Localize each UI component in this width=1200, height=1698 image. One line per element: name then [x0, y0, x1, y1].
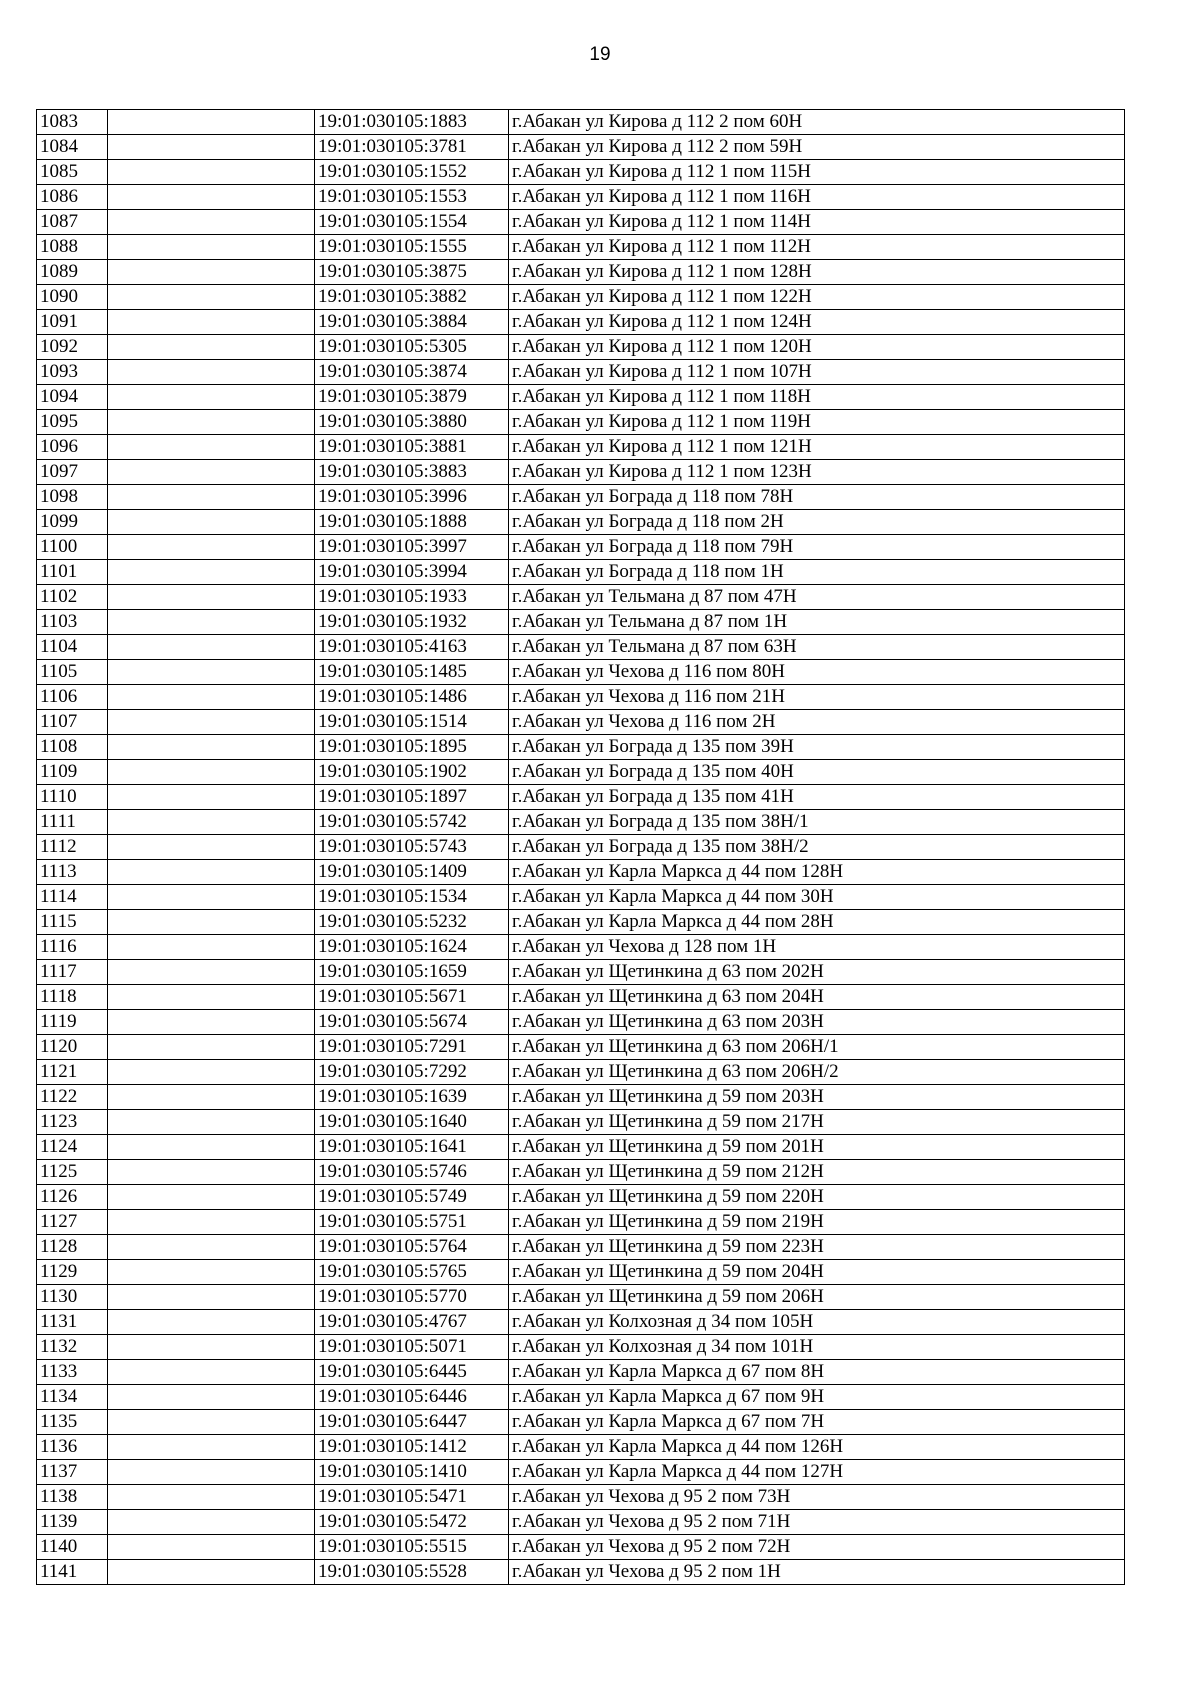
cadastral-number-cell: 19:01:030105:3874	[315, 360, 509, 385]
empty-cell	[108, 1285, 315, 1310]
table-row	[37, 485, 1125, 510]
address-cell: г.Абакан ул Бограда д 135 пом 39Н	[509, 735, 1125, 760]
row-number-cell: 1086	[37, 185, 108, 210]
cadastral-number-cell: 19:01:030105:5674	[315, 1010, 509, 1035]
cadastral-number-cell: 19:01:030105:1641	[315, 1135, 509, 1160]
row-number-cell: 1123	[37, 1110, 108, 1135]
empty-cell	[108, 1335, 315, 1360]
address-cell: г.Абакан ул Кирова д 112 1 пом 120Н	[509, 335, 1125, 360]
table-row	[37, 635, 1125, 660]
cadastral-number-cell: 19:01:030105:5749	[315, 1185, 509, 1210]
row-number-cell: 1119	[37, 1010, 108, 1035]
row-number-cell: 1134	[37, 1385, 108, 1410]
row-number-cell: 1139	[37, 1510, 108, 1535]
address-cell: г.Абакан ул Карла Маркса д 44 пом 126Н	[509, 1435, 1125, 1460]
row-number-cell: 1091	[37, 310, 108, 335]
table-row	[37, 210, 1125, 235]
table-row	[37, 710, 1125, 735]
empty-cell	[108, 460, 315, 485]
cadastral-number-cell: 19:01:030105:3882	[315, 285, 509, 310]
address-cell: г.Абакан ул Карла Маркса д 67 пом 7Н	[509, 1410, 1125, 1435]
table-row	[37, 1035, 1125, 1060]
cadastral-number-cell: 19:01:030105:1932	[315, 610, 509, 635]
row-number-cell: 1130	[37, 1285, 108, 1310]
address-cell: г.Абакан ул Чехова д 128 пом 1Н	[509, 935, 1125, 960]
cadastral-number-cell: 19:01:030105:6446	[315, 1385, 509, 1410]
address-cell: г.Абакан ул Кирова д 112 1 пом 124Н	[509, 310, 1125, 335]
empty-cell	[108, 510, 315, 535]
address-cell: г.Абакан ул Кирова д 112 1 пом 122Н	[509, 285, 1125, 310]
address-cell: г.Абакан ул Кирова д 112 2 пом 59Н	[509, 135, 1125, 160]
empty-cell	[108, 1435, 315, 1460]
cadastral-number-cell: 19:01:030105:5471	[315, 1485, 509, 1510]
empty-cell	[108, 360, 315, 385]
address-cell: г.Абакан ул Кирова д 112 2 пом 60Н	[509, 110, 1125, 135]
cadastral-number-cell: 19:01:030105:3996	[315, 485, 509, 510]
cadastral-number-cell: 19:01:030105:5746	[315, 1160, 509, 1185]
row-number-cell: 1094	[37, 385, 108, 410]
empty-cell	[108, 985, 315, 1010]
empty-cell	[108, 1210, 315, 1235]
empty-cell	[108, 635, 315, 660]
table-row	[37, 1510, 1125, 1535]
empty-cell	[108, 910, 315, 935]
row-number-cell: 1113	[37, 860, 108, 885]
address-cell: г.Абакан ул Карла Маркса д 44 пом 28Н	[509, 910, 1125, 935]
empty-cell	[108, 385, 315, 410]
cadastral-number-cell: 19:01:030105:3879	[315, 385, 509, 410]
property-registry-table	[36, 109, 1125, 1585]
empty-cell	[108, 1410, 315, 1435]
table-row	[37, 1535, 1125, 1560]
address-cell: г.Абакан ул Карла Маркса д 44 пом 128Н	[509, 860, 1125, 885]
table-row	[37, 910, 1125, 935]
cadastral-number-cell: 19:01:030105:3880	[315, 410, 509, 435]
address-cell: г.Абакан ул Тельмана д 87 пом 63Н	[509, 635, 1125, 660]
address-cell: г.Абакан ул Кирова д 112 1 пом 116Н	[509, 185, 1125, 210]
cadastral-number-cell: 19:01:030105:5232	[315, 910, 509, 935]
empty-cell	[108, 1185, 315, 1210]
empty-cell	[108, 885, 315, 910]
row-number-cell: 1095	[37, 410, 108, 435]
cadastral-number-cell: 19:01:030105:5472	[315, 1510, 509, 1535]
address-cell: г.Абакан ул Щетинкина д 59 пом 201Н	[509, 1135, 1125, 1160]
table-row	[37, 1135, 1125, 1160]
row-number-cell: 1105	[37, 660, 108, 685]
cadastral-number-cell: 19:01:030105:3884	[315, 310, 509, 335]
row-number-cell: 1116	[37, 935, 108, 960]
cadastral-number-cell: 19:01:030105:1553	[315, 185, 509, 210]
row-number-cell: 1099	[37, 510, 108, 535]
row-number-cell: 1089	[37, 260, 108, 285]
table-row	[37, 1435, 1125, 1460]
empty-cell	[108, 185, 315, 210]
cadastral-number-cell: 19:01:030105:5770	[315, 1285, 509, 1310]
address-cell: г.Абакан ул Бограда д 118 пом 1Н	[509, 560, 1125, 585]
cadastral-number-cell: 19:01:030105:1534	[315, 885, 509, 910]
row-number-cell: 1126	[37, 1185, 108, 1210]
row-number-cell: 1128	[37, 1235, 108, 1260]
empty-cell	[108, 135, 315, 160]
cadastral-number-cell: 19:01:030105:1888	[315, 510, 509, 535]
cadastral-number-cell: 19:01:030105:3881	[315, 435, 509, 460]
empty-cell	[108, 1160, 315, 1185]
cadastral-number-cell: 19:01:030105:7292	[315, 1060, 509, 1085]
table-row	[37, 960, 1125, 985]
table-row	[37, 1460, 1125, 1485]
table-row	[37, 1060, 1125, 1085]
empty-cell	[108, 1485, 315, 1510]
empty-cell	[108, 935, 315, 960]
cadastral-number-cell: 19:01:030105:3997	[315, 535, 509, 560]
address-cell: г.Абакан ул Щетинкина д 59 пом 217Н	[509, 1110, 1125, 1135]
address-cell: г.Абакан ул Чехова д 116 пом 2Н	[509, 710, 1125, 735]
cadastral-number-cell: 19:01:030105:1410	[315, 1460, 509, 1485]
address-cell: г.Абакан ул Кирова д 112 1 пом 121Н	[509, 435, 1125, 460]
row-number-cell: 1096	[37, 435, 108, 460]
table-row	[37, 885, 1125, 910]
empty-cell	[108, 160, 315, 185]
cadastral-number-cell: 19:01:030105:1639	[315, 1085, 509, 1110]
empty-cell	[108, 1535, 315, 1560]
empty-cell	[108, 1010, 315, 1035]
empty-cell	[108, 560, 315, 585]
table-row	[37, 160, 1125, 185]
row-number-cell: 1136	[37, 1435, 108, 1460]
row-number-cell: 1117	[37, 960, 108, 985]
row-number-cell: 1104	[37, 635, 108, 660]
row-number-cell: 1109	[37, 760, 108, 785]
address-cell: г.Абакан ул Карла Маркса д 44 пом 127Н	[509, 1460, 1125, 1485]
cadastral-number-cell: 19:01:030105:1514	[315, 710, 509, 735]
table-row	[37, 1560, 1125, 1585]
address-cell: г.Абакан ул Бограда д 118 пом 2Н	[509, 510, 1125, 535]
table-row	[37, 1010, 1125, 1035]
row-number-cell: 1141	[37, 1560, 108, 1585]
empty-cell	[108, 260, 315, 285]
row-number-cell: 1125	[37, 1160, 108, 1185]
cadastral-number-cell: 19:01:030105:1883	[315, 110, 509, 135]
cadastral-number-cell: 19:01:030105:6447	[315, 1410, 509, 1435]
table-row	[37, 1385, 1125, 1410]
cadastral-number-cell: 19:01:030105:3781	[315, 135, 509, 160]
address-cell: г.Абакан ул Щетинкина д 59 пом 223Н	[509, 1235, 1125, 1260]
table-row	[37, 335, 1125, 360]
address-cell: г.Абакан ул Щетинкина д 59 пом 212Н	[509, 1160, 1125, 1185]
address-cell: г.Абакан ул Щетинкина д 59 пом 204Н	[509, 1260, 1125, 1285]
address-cell: г.Абакан ул Кирова д 112 1 пом 123Н	[509, 460, 1125, 485]
table-row	[37, 460, 1125, 485]
address-cell: г.Абакан ул Щетинкина д 59 пом 206Н	[509, 1285, 1125, 1310]
table-row	[37, 585, 1125, 610]
empty-cell	[108, 110, 315, 135]
empty-cell	[108, 410, 315, 435]
row-number-cell: 1118	[37, 985, 108, 1010]
empty-cell	[108, 485, 315, 510]
address-cell: г.Абакан ул Щетинкина д 63 пом 206Н/2	[509, 1060, 1125, 1085]
row-number-cell: 1084	[37, 135, 108, 160]
empty-cell	[108, 235, 315, 260]
row-number-cell: 1137	[37, 1460, 108, 1485]
row-number-cell: 1103	[37, 610, 108, 635]
address-cell: г.Абакан ул Щетинкина д 63 пом 202Н	[509, 960, 1125, 985]
cadastral-number-cell: 19:01:030105:4163	[315, 635, 509, 660]
address-cell: г.Абакан ул Чехова д 95 2 пом 72Н	[509, 1535, 1125, 1560]
address-cell: г.Абакан ул Бограда д 118 пом 79Н	[509, 535, 1125, 560]
table-row	[37, 935, 1125, 960]
table-row	[37, 835, 1125, 860]
table-row	[37, 535, 1125, 560]
table-row	[37, 1285, 1125, 1310]
cadastral-number-cell: 19:01:030105:5515	[315, 1535, 509, 1560]
cadastral-number-cell: 19:01:030105:5743	[315, 835, 509, 860]
empty-cell	[108, 685, 315, 710]
empty-cell	[108, 1385, 315, 1410]
address-cell: г.Абакан ул Колхозная д 34 пом 101Н	[509, 1335, 1125, 1360]
empty-cell	[108, 760, 315, 785]
cadastral-number-cell: 19:01:030105:1485	[315, 660, 509, 685]
cadastral-number-cell: 19:01:030105:1412	[315, 1435, 509, 1460]
empty-cell	[108, 210, 315, 235]
row-number-cell: 1093	[37, 360, 108, 385]
cadastral-number-cell: 19:01:030105:5671	[315, 985, 509, 1010]
empty-cell	[108, 1560, 315, 1585]
row-number-cell: 1092	[37, 335, 108, 360]
cadastral-number-cell: 19:01:030105:1409	[315, 860, 509, 885]
address-cell: г.Абакан ул Кирова д 112 1 пом 112Н	[509, 235, 1125, 260]
table-row	[37, 1235, 1125, 1260]
table-row	[37, 560, 1125, 585]
empty-cell	[108, 785, 315, 810]
address-cell: г.Абакан ул Бограда д 135 пом 41Н	[509, 785, 1125, 810]
cadastral-number-cell: 19:01:030105:1902	[315, 760, 509, 785]
cadastral-number-cell: 19:01:030105:5764	[315, 1235, 509, 1260]
address-cell: г.Абакан ул Щетинкина д 63 пом 203Н	[509, 1010, 1125, 1035]
address-cell: г.Абакан ул Карла Маркса д 67 пом 8Н	[509, 1360, 1125, 1385]
address-cell: г.Абакан ул Кирова д 112 1 пом 118Н	[509, 385, 1125, 410]
row-number-cell: 1115	[37, 910, 108, 935]
table-row	[37, 410, 1125, 435]
empty-cell	[108, 960, 315, 985]
empty-cell	[108, 735, 315, 760]
table-row	[37, 110, 1125, 135]
row-number-cell: 1088	[37, 235, 108, 260]
table-row	[37, 735, 1125, 760]
table-row	[37, 1410, 1125, 1435]
row-number-cell: 1110	[37, 785, 108, 810]
empty-cell	[108, 1135, 315, 1160]
address-cell: г.Абакан ул Кирова д 112 1 пом 115Н	[509, 160, 1125, 185]
page-number: 19	[589, 44, 611, 65]
row-number-cell: 1108	[37, 735, 108, 760]
address-cell: г.Абакан ул Бограда д 135 пом 40Н	[509, 760, 1125, 785]
address-cell: г.Абакан ул Тельмана д 87 пом 1Н	[509, 610, 1125, 635]
row-number-cell: 1087	[37, 210, 108, 235]
cadastral-number-cell: 19:01:030105:1897	[315, 785, 509, 810]
table-row	[37, 1210, 1125, 1235]
row-number-cell: 1102	[37, 585, 108, 610]
table-row	[37, 510, 1125, 535]
table-row	[37, 610, 1125, 635]
cadastral-number-cell: 19:01:030105:1554	[315, 210, 509, 235]
cadastral-number-cell: 19:01:030105:7291	[315, 1035, 509, 1060]
empty-cell	[108, 535, 315, 560]
table-row	[37, 685, 1125, 710]
empty-cell	[108, 1085, 315, 1110]
row-number-cell: 1140	[37, 1535, 108, 1560]
cadastral-number-cell: 19:01:030105:1640	[315, 1110, 509, 1135]
address-cell: г.Абакан ул Кирова д 112 1 пом 119Н	[509, 410, 1125, 435]
table-row	[37, 1160, 1125, 1185]
row-number-cell: 1098	[37, 485, 108, 510]
table-row	[37, 1360, 1125, 1385]
cadastral-number-cell: 19:01:030105:3994	[315, 560, 509, 585]
cadastral-number-cell: 19:01:030105:5071	[315, 1335, 509, 1360]
table-row	[37, 1260, 1125, 1285]
table-row	[37, 1485, 1125, 1510]
row-number-cell: 1135	[37, 1410, 108, 1435]
address-cell: г.Абакан ул Кирова д 112 1 пом 114Н	[509, 210, 1125, 235]
empty-cell	[108, 585, 315, 610]
row-number-cell: 1114	[37, 885, 108, 910]
row-number-cell: 1133	[37, 1360, 108, 1385]
table-row	[37, 435, 1125, 460]
empty-cell	[108, 1460, 315, 1485]
cadastral-number-cell: 19:01:030105:1659	[315, 960, 509, 985]
address-cell: г.Абакан ул Кирова д 112 1 пом 107Н	[509, 360, 1125, 385]
empty-cell	[108, 1510, 315, 1535]
row-number-cell: 1101	[37, 560, 108, 585]
row-number-cell: 1107	[37, 710, 108, 735]
empty-cell	[108, 335, 315, 360]
row-number-cell: 1106	[37, 685, 108, 710]
cadastral-number-cell: 19:01:030105:4767	[315, 1310, 509, 1335]
empty-cell	[108, 435, 315, 460]
row-number-cell: 1131	[37, 1310, 108, 1335]
address-cell: г.Абакан ул Чехова д 116 пом 21Н	[509, 685, 1125, 710]
empty-cell	[108, 660, 315, 685]
empty-cell	[108, 285, 315, 310]
table-row	[37, 360, 1125, 385]
address-cell: г.Абакан ул Кирова д 112 1 пом 128Н	[509, 260, 1125, 285]
row-number-cell: 1085	[37, 160, 108, 185]
row-number-cell: 1124	[37, 1135, 108, 1160]
empty-cell	[108, 1360, 315, 1385]
empty-cell	[108, 610, 315, 635]
address-cell: г.Абакан ул Чехова д 95 2 пом 73Н	[509, 1485, 1125, 1510]
table-row	[37, 385, 1125, 410]
address-cell: г.Абакан ул Карла Маркса д 44 пом 30Н	[509, 885, 1125, 910]
row-number-cell: 1138	[37, 1485, 108, 1510]
table-row	[37, 1110, 1125, 1135]
cadastral-number-cell: 19:01:030105:5765	[315, 1260, 509, 1285]
empty-cell	[108, 810, 315, 835]
table-row	[37, 760, 1125, 785]
row-number-cell: 1090	[37, 285, 108, 310]
table-row	[37, 860, 1125, 885]
registry-body	[37, 110, 1125, 1585]
table-row	[37, 1085, 1125, 1110]
row-number-cell: 1120	[37, 1035, 108, 1060]
address-cell: г.Абакан ул Тельмана д 87 пом 47Н	[509, 585, 1125, 610]
cadastral-number-cell: 19:01:030105:1486	[315, 685, 509, 710]
address-cell: г.Абакан ул Чехова д 95 2 пом 71Н	[509, 1510, 1125, 1535]
cadastral-number-cell: 19:01:030105:5742	[315, 810, 509, 835]
address-cell: г.Абакан ул Щетинкина д 63 пом 204Н	[509, 985, 1125, 1010]
row-number-cell: 1112	[37, 835, 108, 860]
cadastral-number-cell: 19:01:030105:5305	[315, 335, 509, 360]
address-cell: г.Абакан ул Бограда д 135 пом 38Н/1	[509, 810, 1125, 835]
cadastral-number-cell: 19:01:030105:1624	[315, 935, 509, 960]
address-cell: г.Абакан ул Бограда д 135 пом 38Н/2	[509, 835, 1125, 860]
cadastral-number-cell: 19:01:030105:1933	[315, 585, 509, 610]
cadastral-number-cell: 19:01:030105:1895	[315, 735, 509, 760]
cadastral-number-cell: 19:01:030105:5751	[315, 1210, 509, 1235]
address-cell: г.Абакан ул Щетинкина д 59 пом 220Н	[509, 1185, 1125, 1210]
empty-cell	[108, 310, 315, 335]
address-cell: г.Абакан ул Щетинкина д 63 пом 206Н/1	[509, 1035, 1125, 1060]
row-number-cell: 1132	[37, 1335, 108, 1360]
row-number-cell: 1097	[37, 460, 108, 485]
address-cell: г.Абакан ул Колхозная д 34 пом 105Н	[509, 1310, 1125, 1335]
table-row	[37, 810, 1125, 835]
empty-cell	[108, 1035, 315, 1060]
cadastral-number-cell: 19:01:030105:1552	[315, 160, 509, 185]
empty-cell	[108, 710, 315, 735]
address-cell: г.Абакан ул Бограда д 118 пом 78Н	[509, 485, 1125, 510]
empty-cell	[108, 835, 315, 860]
table-row	[37, 1335, 1125, 1360]
table-row	[37, 310, 1125, 335]
table-row	[37, 985, 1125, 1010]
table-row	[37, 660, 1125, 685]
table-row	[37, 785, 1125, 810]
table-row	[37, 135, 1125, 160]
address-cell: г.Абакан ул Чехова д 116 пом 80Н	[509, 660, 1125, 685]
empty-cell	[108, 1260, 315, 1285]
empty-cell	[108, 860, 315, 885]
row-number-cell: 1129	[37, 1260, 108, 1285]
cadastral-number-cell: 19:01:030105:1555	[315, 235, 509, 260]
empty-cell	[108, 1110, 315, 1135]
address-cell: г.Абакан ул Карла Маркса д 67 пом 9Н	[509, 1385, 1125, 1410]
row-number-cell: 1083	[37, 110, 108, 135]
table-row	[37, 235, 1125, 260]
cadastral-number-cell: 19:01:030105:3883	[315, 460, 509, 485]
table-row	[37, 260, 1125, 285]
row-number-cell: 1127	[37, 1210, 108, 1235]
cadastral-number-cell: 19:01:030105:3875	[315, 260, 509, 285]
cadastral-number-cell: 19:01:030105:5528	[315, 1560, 509, 1585]
empty-cell	[108, 1310, 315, 1335]
address-cell: г.Абакан ул Чехова д 95 2 пом 1Н	[509, 1560, 1125, 1585]
table-row	[37, 1310, 1125, 1335]
cadastral-number-cell: 19:01:030105:6445	[315, 1360, 509, 1385]
empty-cell	[108, 1235, 315, 1260]
table-row	[37, 185, 1125, 210]
table-row	[37, 1185, 1125, 1210]
table-row	[37, 285, 1125, 310]
address-cell: г.Абакан ул Щетинкина д 59 пом 203Н	[509, 1085, 1125, 1110]
row-number-cell: 1100	[37, 535, 108, 560]
row-number-cell: 1121	[37, 1060, 108, 1085]
address-cell: г.Абакан ул Щетинкина д 59 пом 219Н	[509, 1210, 1125, 1235]
row-number-cell: 1111	[37, 810, 108, 835]
row-number-cell: 1122	[37, 1085, 108, 1110]
empty-cell	[108, 1060, 315, 1085]
